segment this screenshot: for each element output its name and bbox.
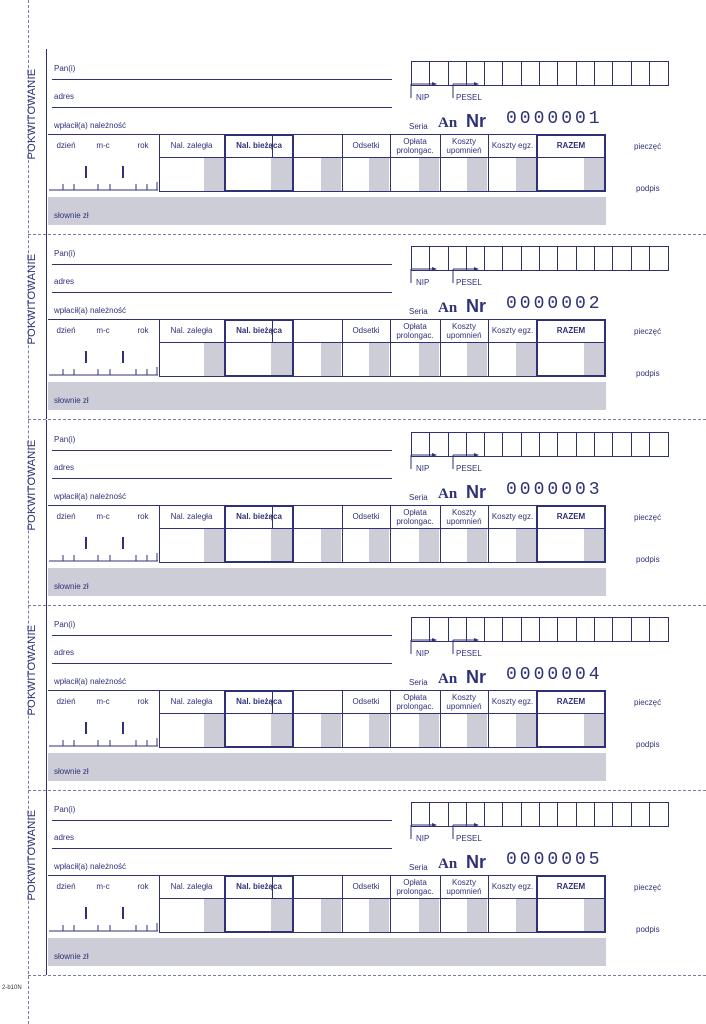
amounts-table <box>48 134 606 192</box>
in-words-label: słownie zł <box>54 211 89 220</box>
nip-label: NIP <box>416 93 430 102</box>
year-header: rok <box>137 326 149 335</box>
arrears-header: Nal. zaległa <box>170 141 213 150</box>
day-header: dzień <box>56 697 76 706</box>
signature-label: podpis <box>636 740 660 749</box>
current-due-header: Nal. bieżąca <box>236 141 282 150</box>
series-value: An <box>438 300 458 316</box>
in-words-label: słownie zł <box>54 396 89 405</box>
enforcement-cost-header: Koszty egz. <box>491 512 534 521</box>
number-label: Nr <box>466 296 487 316</box>
address-label: adres <box>54 648 75 657</box>
series-value: An <box>438 671 458 687</box>
amounts-table <box>48 319 606 377</box>
stamp-label: pieczęć <box>634 883 662 892</box>
series-value: An <box>438 856 458 872</box>
amount-in-words-field[interactable] <box>48 938 606 966</box>
day-header: dzień <box>56 882 76 891</box>
year-header: rok <box>137 882 149 891</box>
series-label: Seria <box>409 122 428 131</box>
current-due-header: Nal. bieżąca <box>236 326 282 335</box>
address-field[interactable] <box>52 663 392 664</box>
address-label: adres <box>54 277 75 286</box>
number-label: Nr <box>466 482 487 502</box>
date-ticks <box>48 901 158 933</box>
number-label: Nr <box>466 852 487 872</box>
address-field[interactable] <box>52 107 392 108</box>
month-header: m-c <box>96 326 110 335</box>
extension-fee-header: Opłata prolongac. <box>396 321 434 340</box>
interest-header: Odsetki <box>352 512 380 521</box>
payer-field[interactable] <box>52 820 392 821</box>
date-ticks <box>48 345 158 377</box>
current-due-header: Nal. bieżąca <box>236 697 282 706</box>
series-label: Seria <box>409 863 428 872</box>
address-field[interactable] <box>52 848 392 849</box>
amount-in-words-field[interactable] <box>48 197 606 225</box>
arrears-header: Nal. zaległa <box>170 697 213 706</box>
paid-due-label: wpłacił(a) należność <box>54 492 127 501</box>
amount-in-words-field[interactable] <box>48 568 606 596</box>
signature-label: podpis <box>636 555 660 564</box>
day-header: dzień <box>56 326 76 335</box>
enforcement-cost-header: Koszty egz. <box>491 882 534 891</box>
reminder-cost-header: Koszty upomnień <box>446 321 482 340</box>
address-label: adres <box>54 463 75 472</box>
amounts-table <box>48 875 606 933</box>
signature-label: podpis <box>636 369 660 378</box>
extension-fee-header: Opłata prolongac. <box>396 136 434 155</box>
slip-left-border <box>46 420 47 605</box>
enforcement-cost-header: Koszty egz. <box>491 326 534 335</box>
receipt-slip <box>0 420 706 605</box>
payer-field[interactable] <box>52 450 392 451</box>
reminder-cost-header: Koszty upomnień <box>446 877 482 896</box>
slip-left-border <box>46 49 47 234</box>
month-header: m-c <box>96 697 110 706</box>
receipt-number: 0000002 <box>506 294 603 314</box>
horizontal-cut-line <box>28 975 706 976</box>
in-words-label: słownie zł <box>54 952 89 961</box>
date-ticks <box>48 531 158 563</box>
extension-fee-header: Opłata prolongac. <box>396 877 434 896</box>
pesel-label: PESEL <box>456 93 482 102</box>
number-label: Nr <box>466 667 487 687</box>
date-ticks <box>48 716 158 748</box>
payer-label: Pan(i) <box>54 805 76 814</box>
receipt-number: 0000003 <box>506 480 603 500</box>
interest-header: Odsetki <box>352 697 380 706</box>
interest-header: Odsetki <box>352 141 380 150</box>
total-header: RAZEM <box>556 326 586 335</box>
day-header: dzień <box>56 512 76 521</box>
enforcement-cost-header: Koszty egz. <box>491 697 534 706</box>
paid-due-label: wpłacił(a) należność <box>54 306 127 315</box>
receipt-slip <box>0 605 706 790</box>
amounts-table <box>48 690 606 748</box>
nip-label: NIP <box>416 649 430 658</box>
total-header: RAZEM <box>556 697 586 706</box>
year-header: rok <box>137 697 149 706</box>
receipt-number: 0000001 <box>506 109 603 129</box>
vertical-title: POKWITOWANIE <box>26 624 38 716</box>
payer-label: Pan(i) <box>54 620 76 629</box>
slip-left-border <box>46 234 47 419</box>
number-label: Nr <box>466 111 487 131</box>
receipt-slip <box>0 234 706 419</box>
paid-due-label: wpłacił(a) należność <box>54 121 127 130</box>
stamp-label: pieczęć <box>634 327 662 336</box>
month-header: m-c <box>96 512 110 521</box>
vertical-title: POKWITOWANIE <box>26 809 38 901</box>
interest-header: Odsetki <box>352 882 380 891</box>
stamp-label: pieczęć <box>634 513 662 522</box>
series-value: An <box>438 115 458 131</box>
stamp-label: pieczęć <box>634 142 662 151</box>
amounts-table <box>48 505 606 563</box>
form-code: 2-b10N <box>2 985 22 991</box>
nip-label: NIP <box>416 278 430 287</box>
extension-fee-header: Opłata prolongac. <box>396 692 434 711</box>
payer-field[interactable] <box>52 264 392 265</box>
payer-label: Pan(i) <box>54 249 76 258</box>
address-label: adres <box>54 833 75 842</box>
month-header: m-c <box>96 882 110 891</box>
total-header: RAZEM <box>556 141 586 150</box>
interest-header: Odsetki <box>352 326 380 335</box>
date-ticks <box>48 160 158 192</box>
pesel-label: PESEL <box>456 464 482 473</box>
extension-fee-header: Opłata prolongac. <box>396 507 434 526</box>
address-label: adres <box>54 92 75 101</box>
stamp-label: pieczęć <box>634 698 662 707</box>
amount-in-words-field[interactable] <box>48 753 606 781</box>
current-due-header: Nal. bieżąca <box>236 512 282 521</box>
payer-field[interactable] <box>52 79 392 80</box>
reminder-cost-header: Koszty upomnień <box>446 136 482 155</box>
paid-due-label: wpłacił(a) należność <box>54 677 127 686</box>
payer-label: Pan(i) <box>54 64 76 73</box>
receipt-number: 0000004 <box>506 665 603 685</box>
reminder-cost-header: Koszty upomnień <box>446 507 482 526</box>
series-label: Seria <box>409 678 428 687</box>
pesel-label: PESEL <box>456 834 482 843</box>
arrears-header: Nal. zaległa <box>170 512 213 521</box>
month-header: m-c <box>96 141 110 150</box>
signature-label: podpis <box>636 184 660 193</box>
enforcement-cost-header: Koszty egz. <box>491 141 534 150</box>
in-words-label: słownie zł <box>54 767 89 776</box>
nip-label: NIP <box>416 834 430 843</box>
in-words-label: słownie zł <box>54 582 89 591</box>
series-label: Seria <box>409 493 428 502</box>
vertical-title: POKWITOWANIE <box>26 253 38 345</box>
vertical-title: POKWITOWANIE <box>26 68 38 160</box>
arrears-header: Nal. zaległa <box>170 882 213 891</box>
vertical-title: POKWITOWANIE <box>26 439 38 531</box>
amount-in-words-field[interactable] <box>48 382 606 410</box>
reminder-cost-header: Koszty upomnień <box>446 692 482 711</box>
slip-left-border <box>46 605 47 790</box>
series-value: An <box>438 486 458 502</box>
year-header: rok <box>137 141 149 150</box>
day-header: dzień <box>56 141 76 150</box>
pesel-label: PESEL <box>456 278 482 287</box>
current-due-header: Nal. bieżąca <box>236 882 282 891</box>
pesel-label: PESEL <box>456 649 482 658</box>
payer-field[interactable] <box>52 635 392 636</box>
series-label: Seria <box>409 307 428 316</box>
total-header: RAZEM <box>556 882 586 891</box>
address-field[interactable] <box>52 478 392 479</box>
arrears-header: Nal. zaległa <box>170 326 213 335</box>
payer-label: Pan(i) <box>54 435 76 444</box>
slip-left-border <box>46 790 47 975</box>
address-field[interactable] <box>52 292 392 293</box>
paid-due-label: wpłacił(a) należność <box>54 862 127 871</box>
receipt-slip <box>0 790 706 975</box>
receipt-number: 0000005 <box>506 850 603 870</box>
total-header: RAZEM <box>556 512 586 521</box>
receipt-slip <box>0 49 706 234</box>
year-header: rok <box>137 512 149 521</box>
signature-label: podpis <box>636 925 660 934</box>
nip-label: NIP <box>416 464 430 473</box>
